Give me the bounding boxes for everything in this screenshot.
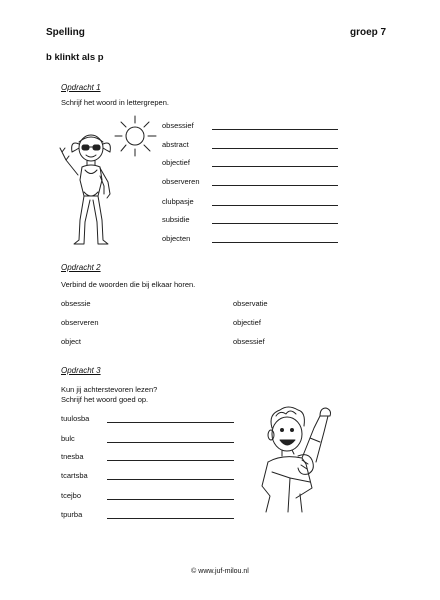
answer-line[interactable] [212, 129, 338, 130]
opdracht-3-word: tcejbo [61, 491, 82, 500]
answer-line[interactable] [212, 223, 338, 224]
opdracht-1-instruction: Schrijf het woord in lettergrepen. [61, 98, 169, 107]
opdracht-2-left-word[interactable]: object [61, 337, 82, 346]
opdracht-2-left-word[interactable]: observeren [61, 318, 99, 327]
opdracht-3-word: tuulosba [61, 414, 90, 423]
answer-line[interactable] [212, 205, 338, 206]
answer-line[interactable] [212, 166, 338, 167]
answer-line[interactable] [107, 479, 234, 480]
opdracht-3-instruction-2: Schrijf het woord goed op. [61, 395, 149, 404]
opdracht-3-label: Opdracht 3 [61, 366, 101, 375]
opdracht-3-word: tnesba [61, 452, 84, 461]
opdracht-2-right-word[interactable]: objectief [233, 318, 261, 327]
opdracht-1-word: obsessief [162, 121, 194, 130]
answer-line[interactable] [212, 148, 338, 149]
answer-line[interactable] [107, 442, 234, 443]
opdracht-1-word: objectief [162, 158, 190, 167]
opdracht-3-word: bulc [61, 434, 75, 443]
opdracht-2-label: Opdracht 2 [61, 263, 101, 272]
page-grade: groep 7 [350, 27, 387, 38]
opdracht-1-word: objecten [162, 234, 191, 243]
answer-line[interactable] [107, 460, 234, 461]
page-subtitle: b klinkt als p [46, 52, 104, 63]
answer-line[interactable] [212, 242, 338, 243]
answer-line[interactable] [212, 185, 338, 186]
opdracht-1-label: Opdracht 1 [61, 83, 101, 92]
answer-line[interactable] [107, 518, 234, 519]
opdracht-2-left-word[interactable]: obsessie [61, 299, 91, 308]
opdracht-3-instruction-1: Kun jij achterstevoren lezen? [61, 385, 158, 394]
page-subject: Spelling [46, 27, 85, 38]
answer-line[interactable] [107, 422, 234, 423]
opdracht-1-word: subsidie [162, 215, 190, 224]
opdracht-1-word: abstract [162, 140, 189, 149]
opdracht-1-word: observeren [162, 177, 200, 186]
opdracht-2-instruction: Verbind de woorden die bij elkaar horen. [61, 280, 196, 289]
footer-copyright: © www.juf-milou.nl [191, 568, 249, 575]
boy-drawing [258, 402, 343, 520]
opdracht-3-word: tpurba [61, 510, 83, 519]
answer-line[interactable] [107, 499, 234, 500]
opdracht-1-word: clubpasje [162, 197, 194, 206]
opdracht-2-right-word[interactable]: obsessief [233, 337, 265, 346]
opdracht-2-right-word[interactable]: observatie [233, 299, 268, 308]
girl-drawing [58, 130, 128, 248]
opdracht-3-word: tcartsba [61, 471, 88, 480]
